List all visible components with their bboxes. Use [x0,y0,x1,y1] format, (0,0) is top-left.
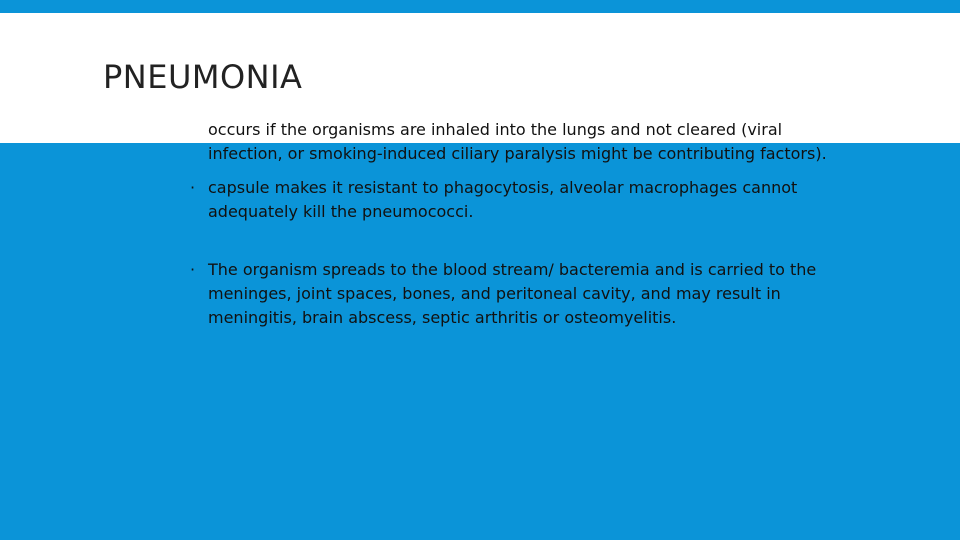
bullet-icon: · [190,260,196,279]
paragraph-text: occurs if the organisms are inhaled into the lungs and not cleared (viral infection, or smoking-induced ciliary paralysis might be contributing factors). [208,120,827,163]
bullet-text: The organism spreads to the blood stream/ bacteremia and is carried to the meninges, joint spaces, bones, and peritoneal cavity, and may result in meningitis, brain abscess, septic arthritis or osteomyelitis. [208,260,817,327]
bullet-text: capsule makes it resistant to phagocytosis, alveolar macrophages cannot adequately kill the pneumococci. [208,178,798,221]
paragraph-intro [190,118,850,166]
slide-title: PNEUMONIA [103,58,303,96]
top-accent-band [0,0,960,13]
bullet-item [190,258,850,330]
bullet-item [190,176,850,224]
slide-body [190,118,850,330]
bullet-icon: · [190,178,196,197]
